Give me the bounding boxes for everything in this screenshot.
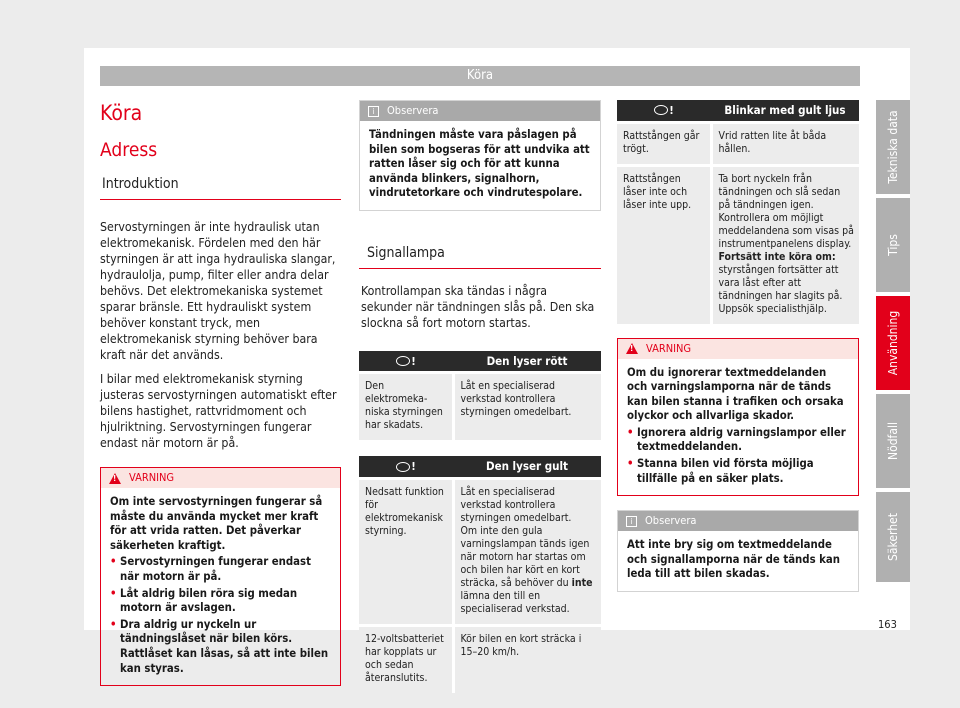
table-cell-action: Kör bilen en kort sträcka i 15–20 km/h.: [453, 625, 601, 693]
signal-paragraph: Kontrollampan ska tändas i några sekunder när tändningen slås på. Den ska slockna så fort motorn startas.: [361, 283, 595, 330]
note-text: Att inte bry sig om textmeddelande och signallamporna när de tänds kan leda till att bilen skadas.: [627, 538, 841, 581]
table-cell-cause: Rattstången låser inte och låser inte upp.: [617, 165, 711, 324]
chapter-title: Köra: [100, 101, 143, 125]
warning-body: [618, 359, 858, 496]
table-cell-cause: Nedsatt funktion för elektromekanisk styrning.: [359, 478, 453, 625]
steering-warning-lamp-icon: [654, 105, 668, 115]
warning-box-steering: [100, 467, 341, 686]
table-row: [359, 373, 601, 441]
table-lights-blinking: [617, 100, 859, 324]
column-right: [617, 100, 859, 592]
warning-header: [618, 339, 858, 359]
note-label: Observera: [387, 104, 439, 117]
intro-paragraph-2: I bilar med elektromekanisk styrning justeras servostyrningen automatiskt efter bilens hastighet, rattvridmoment och hjulriktning. Servostyrningen fungerar endast när motorn är på.: [100, 372, 337, 450]
table-header-title: Den lyser gult: [453, 456, 601, 478]
column-left: [100, 100, 341, 686]
column-middle: [359, 100, 601, 693]
warning-box-lamps: [617, 338, 859, 497]
warning-label: VARNING: [129, 471, 175, 484]
table-cell-action: Vrid ratten lite åt båda hållen.: [711, 122, 859, 165]
table-cell-cause: Rattstången går trögt.: [617, 122, 711, 165]
warning-header: [101, 468, 340, 488]
table-cell-action: Låt en specialiserad verkstad kontrollera styrningen omedelbart.: [453, 373, 601, 441]
steering-warning-lamp-icon: [396, 462, 410, 472]
note-box-messages: [617, 510, 859, 592]
table-header-icon: !: [617, 100, 711, 122]
warning-bullet: • Ignorera aldrig varningslampor eller textmeddelanden.: [627, 426, 849, 455]
side-tab-nodfall[interactable]: Nödfall: [876, 394, 910, 488]
table-header-icon: !: [359, 456, 453, 478]
table-header-title: Den lyser rött: [453, 351, 601, 373]
warning-bullet: • Servostyrningen fungerar endast när motorn är på.: [110, 555, 331, 584]
running-header: Köra: [100, 66, 860, 86]
warning-triangle-icon: [109, 473, 121, 484]
table-row: [359, 625, 601, 693]
steering-warning-lamp-icon: [396, 356, 410, 366]
table-cell-action: Ta bort nyckeln från tändningen och slå sedan på tändningen igen. Kontrollera om möjligt meddelandena som visas på instrumentpanelens display. Fortsätt inte köra om: styrstången fortsätter att vara låst efter att tändningen har slagits på. Uppsök specialisthjälp.: [711, 165, 859, 324]
warning-triangle-icon: [626, 343, 638, 354]
table-lights-red: [359, 351, 601, 441]
side-tab-tekniska-data[interactable]: Tekniska data: [876, 100, 910, 194]
table-lights-yellow: [359, 456, 601, 693]
warning-body: [101, 488, 340, 685]
table-cell-action: Låt en specialiserad verkstad kontrollera styrningen omedelbart. Om inte den gula varningslampan tänds igen när motorn har startas om och bilen har kört en kort sträcka, så behöver du inte lämna den till en specialiserad verkstad.: [453, 478, 601, 625]
note-box-towing: [359, 100, 601, 211]
table-row: [617, 122, 859, 165]
warning-bullet: • Låt aldrig bilen röra sig medan motorn är avslagen.: [110, 587, 331, 616]
section-heading-signallampa: Signallampa: [359, 243, 601, 269]
page-number: 163: [878, 618, 897, 631]
table-row: [359, 478, 601, 625]
side-tab-anvandning[interactable]: Användning: [876, 296, 910, 390]
intro-paragraph-1: Servostyrningen är inte hydraulisk utan elektromekanisk. Fördelen med den här styrningen är att inga hydrauliska slangar, hydraulolja, pump, filter eller andra delar behövs. Det elektromekaniska systemet sparar bränsle. Ett hydrauliskt system behöver konstant tryck, men elektromekanisk styrning behöver bara kraft när det används.: [100, 220, 336, 362]
warning-label: VARNING: [646, 341, 692, 355]
warning-text: Om du ignorerar textmeddelanden och varningslamporna när de tänds kan bilen stanna i trafiken och orsaka olyckor och allvarliga skador.: [627, 365, 844, 423]
note-header: [360, 101, 600, 121]
section-heading-introduction: Introduktion: [100, 174, 341, 200]
chapter-subtitle: Adress: [100, 139, 158, 161]
table-cell-cause: Den elektromekaniska styrningen har skadats.: [359, 373, 453, 441]
table-cell-cause: 12-voltsbatteriet har kopplats ur och sedan återanslutits.: [359, 625, 453, 693]
warning-bullet: • Dra aldrig ur nyckeln ur tändningslåset när bilen körs. Rattlåset kan låsas, så att inte bilen kan styras.: [110, 618, 331, 676]
table-header-title: Blinkar med gult ljus: [711, 100, 859, 122]
side-tab-sakerhet[interactable]: Säkerhet: [876, 492, 910, 582]
note-label: Observera: [645, 514, 697, 528]
warning-bullet: • Stanna bilen vid första möjliga tillfälle på en säker plats.: [627, 457, 849, 486]
info-icon: i: [626, 516, 637, 527]
side-tab-tips[interactable]: Tips: [876, 198, 910, 292]
info-icon: i: [368, 106, 379, 117]
table-row: [617, 165, 859, 324]
note-text: Tändningen måste vara påslagen på bilen som bogseras för att undvika att ratten låser sig och för att kunna använda blinkers, signalhorn, vindrutetorkare och vindrutespolare.: [369, 128, 590, 200]
note-header: [618, 511, 858, 531]
warning-text: Om inte servostyrningen fungerar så måste du använda mycket mer kraft för att vrida ratten. Det påverkar säkerheten kraftigt.: [110, 495, 323, 552]
table-header-icon: !: [359, 351, 453, 373]
